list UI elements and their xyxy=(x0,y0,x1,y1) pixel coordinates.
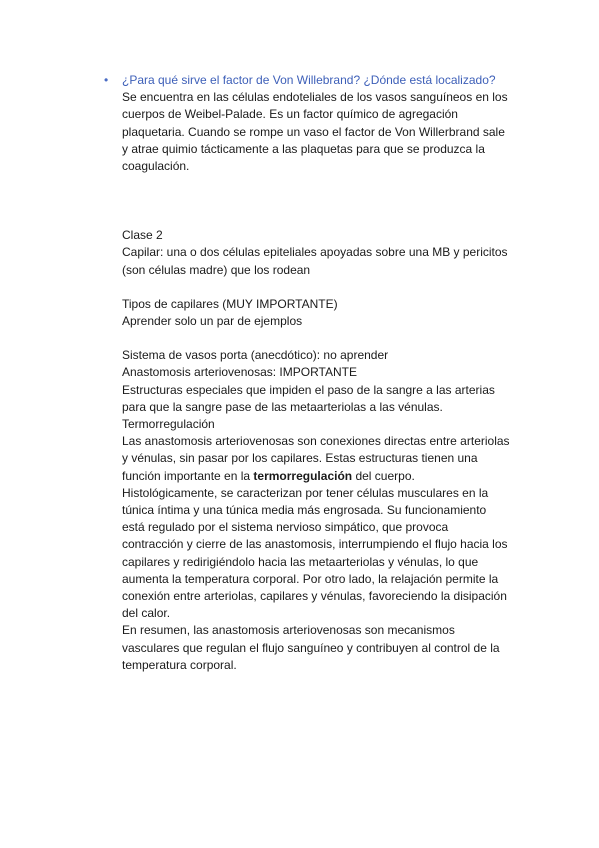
tipos-line: Aprender solo un par de ejemplos xyxy=(122,314,303,329)
body-line: En resumen, las anastomosis arteriovenosas son mecanismos xyxy=(122,623,455,638)
answer-paragraph xyxy=(122,89,522,175)
anastomosis-line: Anastomosis arteriovenosas: IMPORTANTE xyxy=(122,365,357,380)
bullet-dot-icon: • xyxy=(104,73,109,87)
spacer xyxy=(122,330,522,347)
porta-line: Sistema de vasos porta (anecdótico): no aprender xyxy=(122,348,389,363)
body-line: túnica íntima y una túnica media más engrosada. Su funcionamiento xyxy=(122,503,487,518)
funcion-prefix: función importante en la xyxy=(122,468,254,483)
answer-line: cuerpos de Weibel-Palade. Es un factor químico de agregación xyxy=(122,107,458,122)
estructuras-line: para que la sangre pase de las metaarteriolas a las vénulas. xyxy=(122,399,443,414)
tipos-line: Tipos de capilares (MUY IMPORTANTE) xyxy=(122,296,338,311)
funcion-suffix: del cuerpo. xyxy=(352,468,415,483)
body-line: contracción y cierre de las anastomosis, interrumpiendo el flujo hacia los xyxy=(122,537,508,552)
clase-title: Clase 2 xyxy=(122,228,163,243)
estructuras-line: Estructuras especiales que impiden el paso de la sangre a las arterias xyxy=(122,382,495,397)
question-heading: ¿Para qué sirve el factor de Von Willebrand? ¿Dónde está localizado? xyxy=(122,73,496,87)
termorregulacion-heading: Termorregulación xyxy=(122,417,215,432)
bullet-question-row xyxy=(104,72,522,89)
spacer xyxy=(122,175,522,227)
answer-line: coagulación. xyxy=(122,159,190,174)
body-line: está regulado por el sistema nervioso simpático, que provoca xyxy=(122,520,449,535)
body-line: del calor. xyxy=(122,606,171,621)
body-line: Las anastomosis arteriovenosas son conexiones directas entre arteriolas xyxy=(122,434,510,449)
capilar-line: (son células madre) que los rodean xyxy=(122,262,311,277)
termorregulacion-bold: termorregulación xyxy=(253,468,353,483)
body-line: vasculares que regulan el flujo sanguíneo y contribuyen al control de la xyxy=(122,640,500,655)
body-line: y vénulas, sin pasar por los capilares. Estas estructuras tienen una xyxy=(122,451,478,466)
answer-line: plaquetaria. Cuando se rompe un vaso el factor de Von Willerbrand sale xyxy=(122,124,505,139)
body-line: aumenta la temperatura corporal. Por otro lado, la relajación permite la xyxy=(122,571,499,586)
answer-line: Se encuentra en las células endoteliales de los vasos sanguíneos en los xyxy=(122,90,508,105)
body-line: capilares y redirigiéndolo hacia las metaarteriolas y vénulas, lo que xyxy=(122,554,479,569)
answer-line: y atrae quimio tácticamente a las plaquetas para que se produzca la xyxy=(122,141,485,156)
body-line: conexión entre arteriolas, capilares y vénulas, favoreciendo la disipación xyxy=(122,589,507,604)
body-line: temperatura corporal. xyxy=(122,657,237,672)
spacer xyxy=(122,279,522,296)
document-body xyxy=(104,72,522,674)
capilar-line: Capilar: una o dos células epiteliales apoyadas sobre una MB y pericitos xyxy=(122,245,508,260)
body-line: Histológicamente, se caracterizan por tener células musculares en la xyxy=(122,485,489,500)
funcion-line xyxy=(122,468,522,485)
